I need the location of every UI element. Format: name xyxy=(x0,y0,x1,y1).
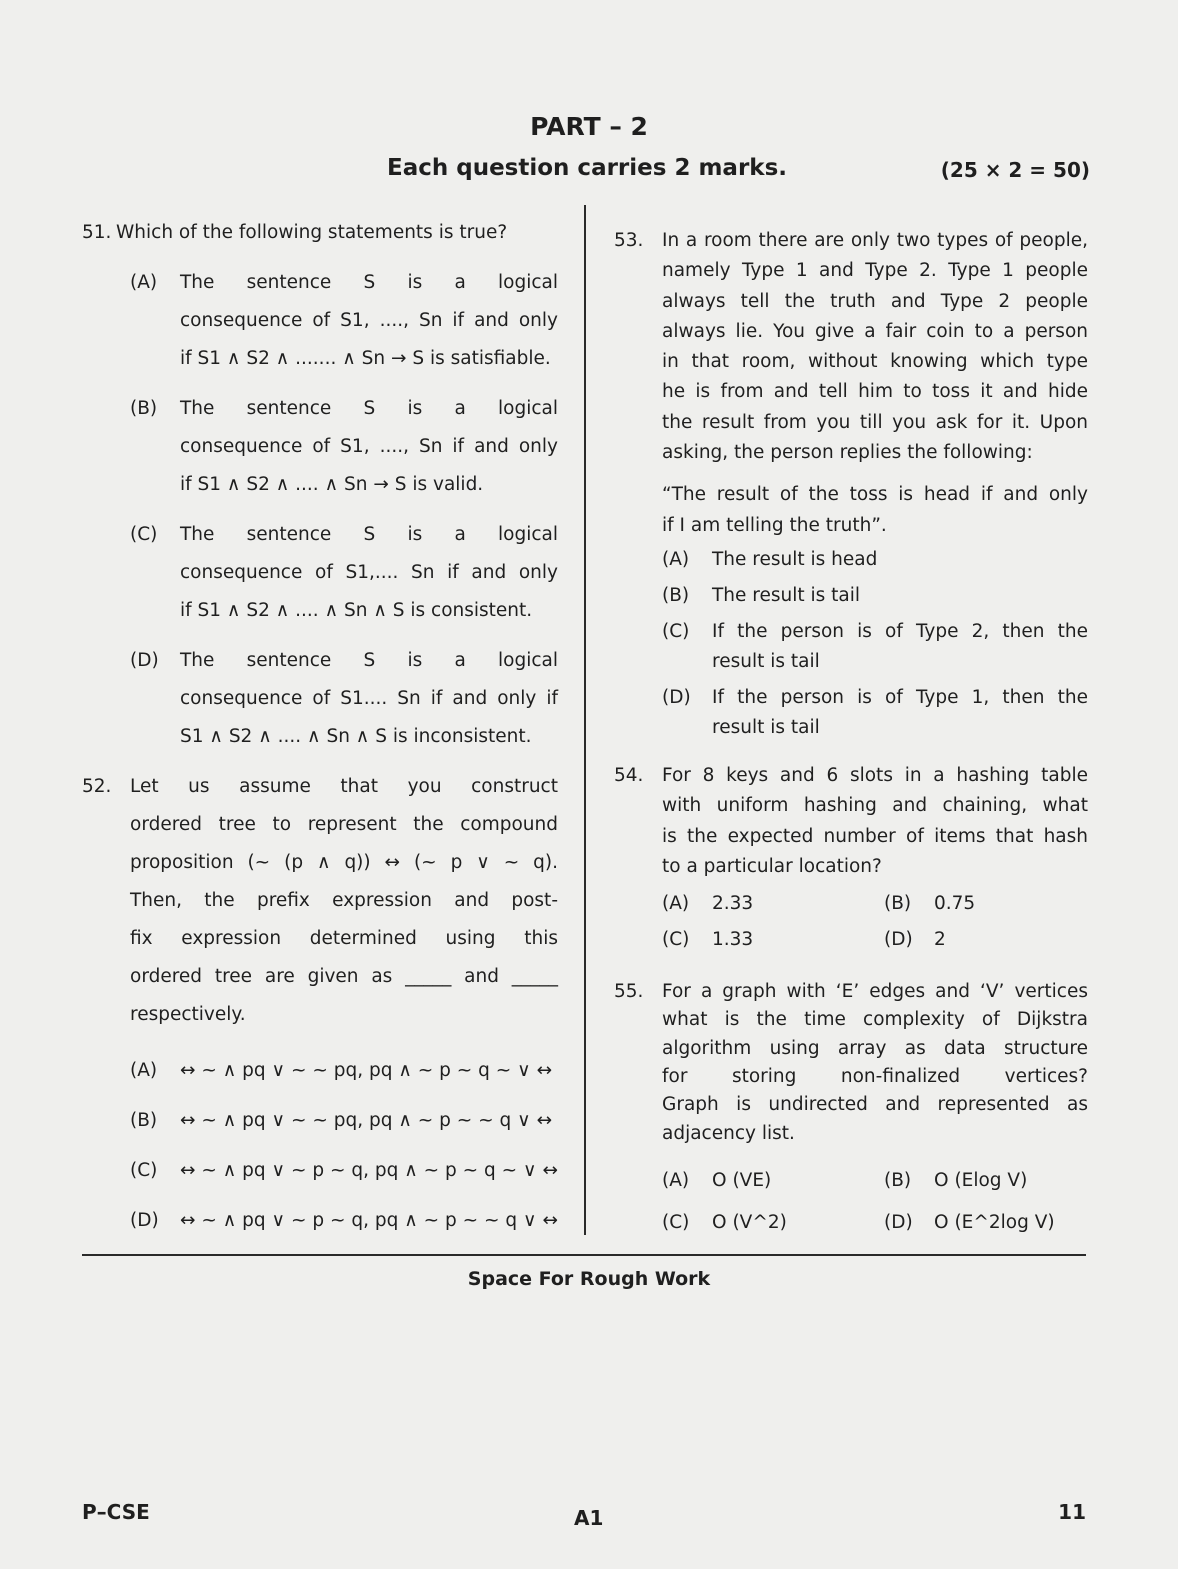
question-52 xyxy=(82,768,558,1034)
question-line: is the expected number of items that hash xyxy=(662,825,1088,847)
question-line: proposition (~ (p ∧ q)) ↔ (~ p ∨ ~ q). xyxy=(130,852,558,873)
option-text: 0.75 xyxy=(934,893,976,915)
part-title: PART – 2 xyxy=(530,112,648,141)
rough-work-divider xyxy=(82,1254,1086,1256)
option-label: (C) xyxy=(662,929,690,951)
option-label: (D) xyxy=(662,686,691,708)
option-line: If the person is of Type 2, then the xyxy=(712,620,1088,642)
marks-note: Each question carries 2 marks. xyxy=(387,155,788,181)
question-quote xyxy=(662,480,1088,541)
option-55d[interactable] xyxy=(884,1202,1055,1244)
option-55c[interactable] xyxy=(662,1202,884,1244)
question-54 xyxy=(614,761,1088,958)
question-52-number: 52. xyxy=(82,776,112,797)
option-label: (D) xyxy=(884,929,913,951)
question-54-options xyxy=(662,886,1088,958)
question-53 xyxy=(614,226,1088,743)
option-label: (B) xyxy=(884,1169,912,1191)
option-53b[interactable] xyxy=(662,581,1088,611)
option-label: (A) xyxy=(662,548,690,570)
option-53c[interactable] xyxy=(662,617,1088,677)
question-line: Let us assume that you construct xyxy=(130,776,558,797)
option-text: O (V^2) xyxy=(712,1211,787,1233)
option-text: ↔ ~ ∧ pq ∨ ~ ~ pq, pq ∧ ~ p ~ q ~ ∨ ↔ xyxy=(180,1060,553,1081)
option-label: (A) xyxy=(130,1060,158,1081)
question-line: “The result of the toss is head if and only xyxy=(662,484,1088,506)
question-line: asking, the person replies the following: xyxy=(662,442,1033,464)
option-line: The sentence S is a logical xyxy=(180,272,558,293)
option-text: ↔ ~ ∧ pq ∨ ~ p ~ q, pq ∧ ~ p ~ q ~ ∨ ↔ xyxy=(180,1160,558,1181)
option-52b[interactable] xyxy=(130,1096,558,1146)
option-label: (C) xyxy=(130,1160,158,1181)
option-row xyxy=(662,1160,1088,1202)
option-line: S1 ∧ S2 ∧ .... ∧ Sn ∧ S is inconsistent. xyxy=(180,726,532,747)
question-line: adjacency list. xyxy=(662,1122,795,1144)
option-label: (B) xyxy=(130,1110,158,1131)
option-52c[interactable] xyxy=(130,1146,558,1196)
question-51 xyxy=(82,214,558,252)
option-54c[interactable] xyxy=(662,922,884,958)
option-row xyxy=(662,1202,1088,1244)
option-line: The sentence S is a logical xyxy=(180,524,558,545)
option-line: consequence of S1,.... Sn if and only xyxy=(180,562,558,583)
question-line: ordered tree are given as _____ and _____ xyxy=(130,966,558,987)
question-line: In a room there are only two types of people, xyxy=(662,230,1088,251)
question-line: namely Type 1 and Type 2. Type 1 people xyxy=(662,260,1088,282)
option-line: The result is head xyxy=(712,548,878,570)
option-label: (B) xyxy=(884,893,912,915)
option-label: (D) xyxy=(130,1210,159,1231)
option-53d[interactable] xyxy=(662,683,1088,743)
question-line: always lie. You give a fair coin to a person xyxy=(662,320,1088,342)
question-53-number: 53. xyxy=(614,230,644,251)
option-51c[interactable] xyxy=(130,516,558,630)
option-55a[interactable] xyxy=(662,1160,884,1202)
option-51b[interactable] xyxy=(130,390,558,504)
option-54a[interactable] xyxy=(662,886,884,922)
column-divider xyxy=(584,205,586,1235)
option-line: result is tail xyxy=(712,716,820,738)
option-line: The result is tail xyxy=(712,584,861,606)
page-number: 11 xyxy=(1058,1500,1086,1524)
question-line: what is the time complexity of Dijkstra xyxy=(662,1009,1088,1031)
question-55-options xyxy=(662,1160,1088,1244)
option-line: The sentence S is a logical xyxy=(180,650,558,671)
question-line: ordered tree to represent the compound xyxy=(130,814,558,835)
option-line: consequence of S1.... Sn if and only if xyxy=(180,688,558,709)
option-line: if S1 ∧ S2 ∧ .... ∧ Sn → S is valid. xyxy=(180,474,484,495)
question-line: respectively. xyxy=(130,1004,246,1025)
option-text: O (E^2log V) xyxy=(934,1211,1055,1233)
option-line: consequence of S1, ...., Sn if and only xyxy=(180,436,558,457)
question-line: the result from you till you ask for it. Upon xyxy=(662,411,1088,433)
question-51-text: Which of the following statements is true? xyxy=(116,222,508,243)
question-line: For 8 keys and 6 slots in a hashing table xyxy=(662,764,1088,786)
option-line: if S1 ∧ S2 ∧ .... ∧ Sn ∧ S is consistent. xyxy=(180,600,533,621)
option-line: if S1 ∧ S2 ∧ ....... ∧ Sn → S is satisfiable. xyxy=(180,348,551,369)
option-51d[interactable] xyxy=(130,642,558,756)
question-line: For a graph with ‘E’ edges and ‘V’ vertices xyxy=(662,981,1088,1003)
question-55-number: 55. xyxy=(614,981,644,1003)
option-label: (D) xyxy=(884,1211,913,1233)
option-text: O (VE) xyxy=(712,1169,772,1191)
option-label: (A) xyxy=(662,1169,690,1191)
footer-code: P–CSE xyxy=(82,1500,150,1524)
option-line: result is tail xyxy=(712,650,820,672)
right-column xyxy=(614,226,1088,1244)
question-line: for storing non-finalized vertices? xyxy=(662,1066,1088,1088)
option-text: 1.33 xyxy=(712,929,754,951)
rough-work-heading: Space For Rough Work xyxy=(467,1268,711,1290)
option-text: O (Elog V) xyxy=(934,1169,1028,1191)
question-52-options xyxy=(130,1046,558,1246)
question-line: if I am telling the truth”. xyxy=(662,514,887,536)
option-label: (B) xyxy=(662,584,690,606)
question-51-options xyxy=(130,264,558,756)
option-53a[interactable] xyxy=(662,545,1088,575)
question-line: with uniform hashing and chaining, what xyxy=(662,795,1088,817)
option-text: ↔ ~ ∧ pq ∨ ~ p ~ q, pq ∧ ~ p ~ ~ q ∨ ↔ xyxy=(180,1210,558,1231)
question-line: fix expression determined using this xyxy=(130,928,558,949)
option-52a[interactable] xyxy=(130,1046,558,1096)
option-label: (D) xyxy=(130,650,159,671)
option-label: (B) xyxy=(130,398,158,419)
option-51a[interactable] xyxy=(130,264,558,378)
option-row xyxy=(662,922,1088,958)
question-line: Then, the prefix expression and post- xyxy=(130,890,558,911)
option-52d[interactable] xyxy=(130,1196,558,1246)
marks-total: (25 × 2 = 50) xyxy=(940,158,1090,182)
question-51-number: 51. xyxy=(82,222,112,243)
question-54-number: 54. xyxy=(614,764,644,786)
option-text: ↔ ~ ∧ pq ∨ ~ ~ pq, pq ∧ ~ p ~ ~ q ∨ ↔ xyxy=(180,1110,553,1131)
option-line: If the person is of Type 1, then the xyxy=(712,686,1088,708)
option-row xyxy=(662,886,1088,922)
question-55 xyxy=(614,978,1088,1244)
option-label: (A) xyxy=(662,893,690,915)
option-text: 2.33 xyxy=(712,893,754,915)
option-label: (A) xyxy=(130,272,158,293)
footer-series: A1 xyxy=(574,1506,604,1530)
option-label: (C) xyxy=(662,1211,690,1233)
option-54b[interactable] xyxy=(884,886,975,922)
question-line: algorithm using array as data structure xyxy=(662,1037,1088,1059)
option-label: (C) xyxy=(662,620,690,642)
option-label: (C) xyxy=(130,524,158,545)
question-line: in that room, without knowing which type xyxy=(662,351,1088,373)
left-column xyxy=(82,214,558,1246)
question-53-options xyxy=(662,545,1088,743)
option-54d[interactable] xyxy=(884,922,946,958)
question-line: to a particular location? xyxy=(662,855,882,877)
option-55b[interactable] xyxy=(884,1160,1027,1202)
question-line: he is from and tell him to toss it and hide xyxy=(662,381,1088,403)
option-text: 2 xyxy=(934,929,946,951)
question-line: Graph is undirected and represented as xyxy=(662,1094,1088,1116)
option-line: consequence of S1, ...., Sn if and only xyxy=(180,310,558,331)
question-line: always tell the truth and Type 2 people xyxy=(662,290,1088,312)
option-line: The sentence S is a logical xyxy=(180,398,558,419)
